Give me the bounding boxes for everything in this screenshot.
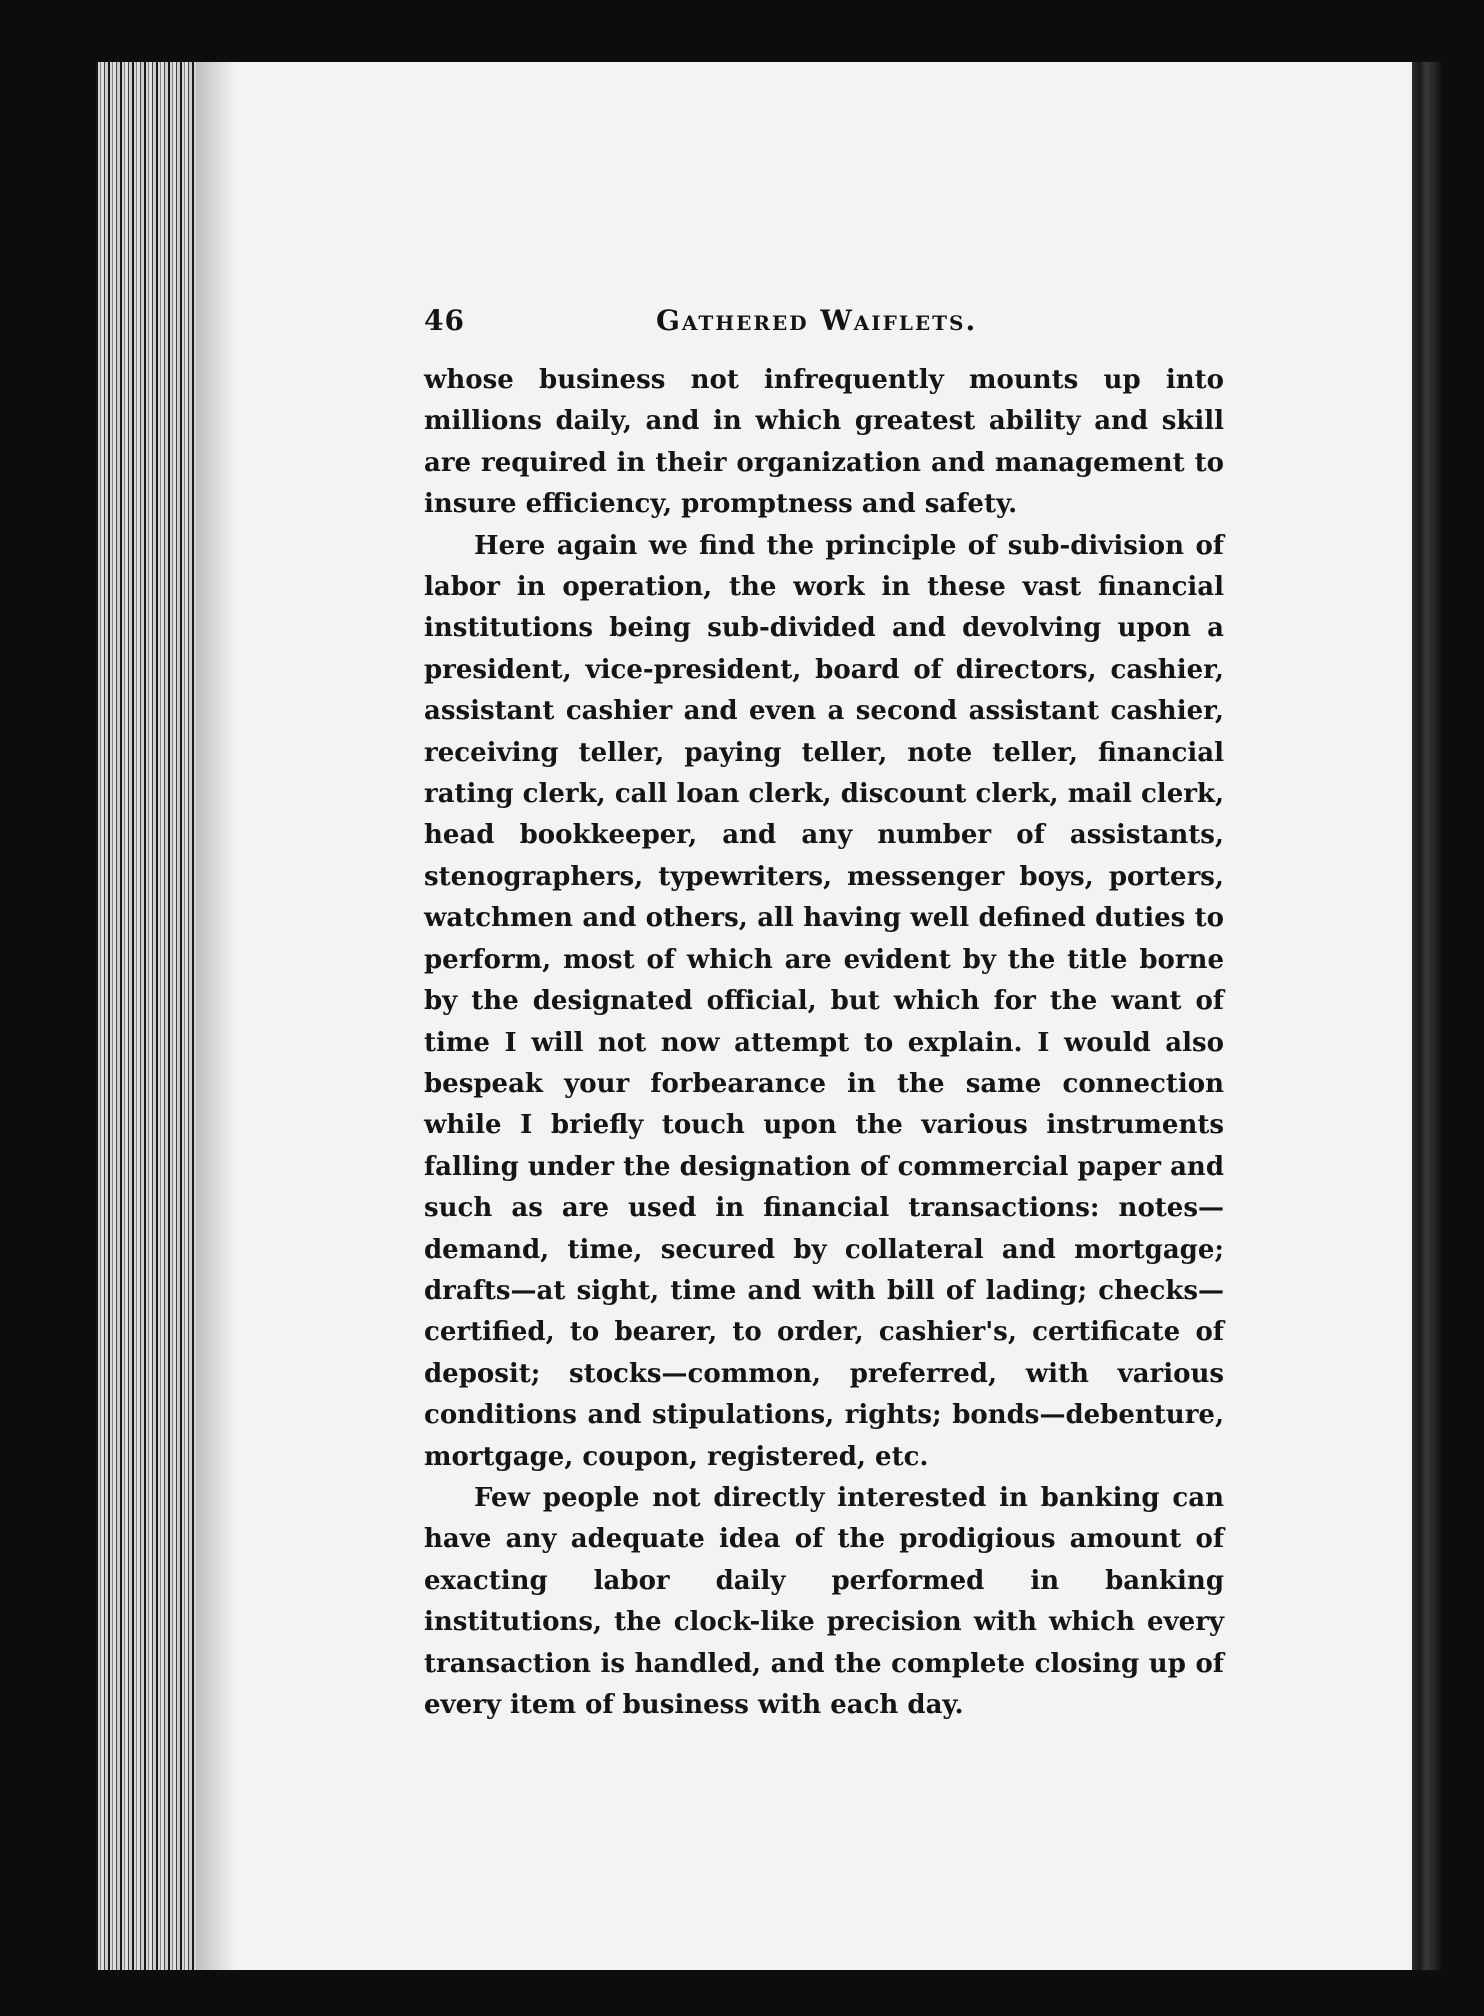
paragraph-1: whose business not infrequently mounts up into millions daily, and in which greatest ability and skill are required in their organization and management to insure efficiency, promptness and safety. bbox=[424, 365, 1224, 520]
body-text bbox=[424, 360, 1224, 1726]
right-page-edge bbox=[1412, 62, 1442, 1970]
paragraph-2: Here again we find the principle of sub-division of labor in operation, the work in these vast financial institutions being sub-divided and devolving upon a president, vice-president, board of directors, cashier, assistant cashier and even a second assistant cashier, receiving teller, paying teller, note teller, financial rating clerk, call loan clerk, discount clerk, mail clerk, head bookkeeper, and any number of assistants, stenographers, typewriters, messenger boys, porters, watchmen and others, all having well defined duties to perform, most of which are evident by the title borne by the designated official, but which for the want of time I will not now attempt to explain. I would also bespeak your forbearance in the same connection while I briefly touch upon the various instruments falling under the designation of commercial paper and such as are used in financial transactions: notes—demand, time, secured by collateral and mortgage; drafts—at sight, time and with bill of lading; checks—certified, to bearer, to order, cashier's, certificate of deposit; stocks—common, preferred, with various conditions and stipulations, rights; bonds—debenture, mortgage, coupon, registered, etc. bbox=[424, 530, 1224, 1472]
paragraph-3: Few people not directly interested in banking can have any adequate idea of the prodigious amount of exacting labor daily performed in banking institutions, the clock-like precision with which every transaction is handled, and the complete closing up of every item of business with each day. bbox=[424, 1482, 1224, 1720]
gutter-shadow bbox=[196, 62, 236, 1970]
book-page-edges bbox=[96, 62, 206, 1970]
running-title: Gathered Waiflets. bbox=[656, 304, 978, 337]
page-header bbox=[424, 304, 1224, 348]
page-number: 46 bbox=[424, 304, 465, 337]
